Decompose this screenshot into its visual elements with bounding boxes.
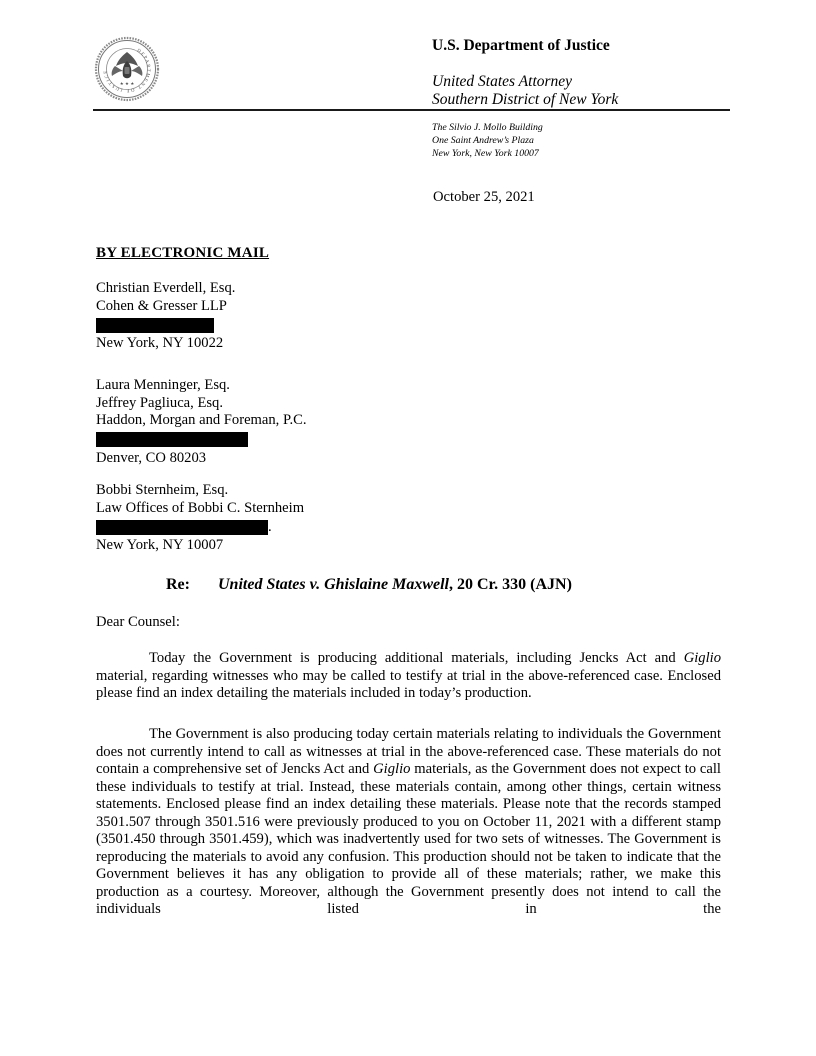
header-agency: U.S. Department of Justice [432, 37, 610, 54]
case-name: United States v. Ghislaine Maxwell [218, 576, 449, 593]
paragraph-text: Today the Government is producing additional materials, including Jencks Act and [149, 650, 684, 666]
redaction-bar [96, 318, 214, 333]
header-address-block [432, 121, 543, 160]
svg-text:★ ★ ★: ★ ★ ★ [119, 82, 135, 87]
header-address-city: New York, New York 10007 [432, 148, 539, 159]
redaction-bar [96, 432, 248, 447]
recipient-name: Laura Menninger, Esq. [96, 377, 230, 393]
redaction-bar [96, 520, 268, 535]
case-number: , 20 Cr. 330 (AJN) [448, 576, 572, 593]
re-label: Re: [166, 576, 190, 593]
recipient-firm: Haddon, Morgan and Foreman, P.C. [96, 412, 307, 428]
body-paragraph-1 [96, 650, 721, 703]
svg-text:DEPARTMENT OF JUSTICE: DEPARTMENT OF JUSTICE [102, 47, 152, 94]
recipient-name: Bobbi Sternheim, Esq. [96, 482, 229, 498]
italic-term: Giglio [373, 761, 411, 777]
recipient-block-everdell [96, 280, 235, 353]
italic-term: Giglio [683, 650, 721, 666]
recipient-block-menninger-pagliuca [96, 377, 307, 467]
header-address-street: One Saint Andrew’s Plaza [432, 135, 534, 146]
header-divider [93, 109, 730, 111]
paragraph-text: material, regarding witnesses who may be called to testify at trial in the above-referenced case. Enclosed please find an index detailing the materials included in today’s production. [96, 667, 721, 701]
recipient-block-sternheim [96, 482, 304, 555]
recipient-firm: Cohen & Gresser LLP [96, 297, 227, 314]
header-office-district: Southern District of New York [432, 91, 619, 108]
paragraph-text: The Government is also producing today certain materials relating to individuals the Government does not currently intend to call as witnesses at trial in the above-referenced case. These materials do not contain a comprehensive set of Jencks Act and [96, 726, 721, 777]
letter-date: October 25, 2021 [433, 189, 535, 205]
re-line [96, 576, 572, 594]
header-address-building: The Silvio J. Mollo Building [432, 122, 543, 133]
recipient-name: Christian Everdell, Esq. [96, 280, 236, 296]
delivery-method-heading: BY ELECTRONIC MAIL [96, 245, 270, 261]
recipient-firm: Law Offices of Bobbi C. Sternheim [96, 499, 305, 516]
redaction-suffix: . [268, 519, 272, 535]
doj-seal-icon [94, 36, 160, 102]
recipient-city: New York, NY 10022 [96, 335, 224, 351]
recipient-city: New York, NY 10007 [96, 537, 224, 553]
recipient-city: Denver, CO 80203 [96, 449, 207, 466]
body-paragraph-2 [96, 726, 721, 919]
salutation: Dear Counsel: [96, 614, 180, 630]
recipient-name: Jeffrey Pagliuca, Esq. [96, 394, 223, 411]
paragraph-text: materials, as the Government does not expect to call these individuals to testify at trial. Instead, these materials contain, among other things, certain witness statements. Enclosed please find an index detailing these materials. Please note that the records stamped 3501.507 through 3501.516 were previously produced to you on October 11, 2021 with a different stamp (3501.450 through 3501.459), which was inadvertently used for two sets of witnesses. The Government is reproducing the materials to avoid any confusion. This production should not be taken to indicate that the Government believes it has any obligation to provide all of these materials; rather, we make this production as a courtesy. Moreover, although the Government presently does not intend to call the individuals listed in the [96, 761, 721, 917]
header-office-title: United States Attorney [432, 73, 573, 90]
